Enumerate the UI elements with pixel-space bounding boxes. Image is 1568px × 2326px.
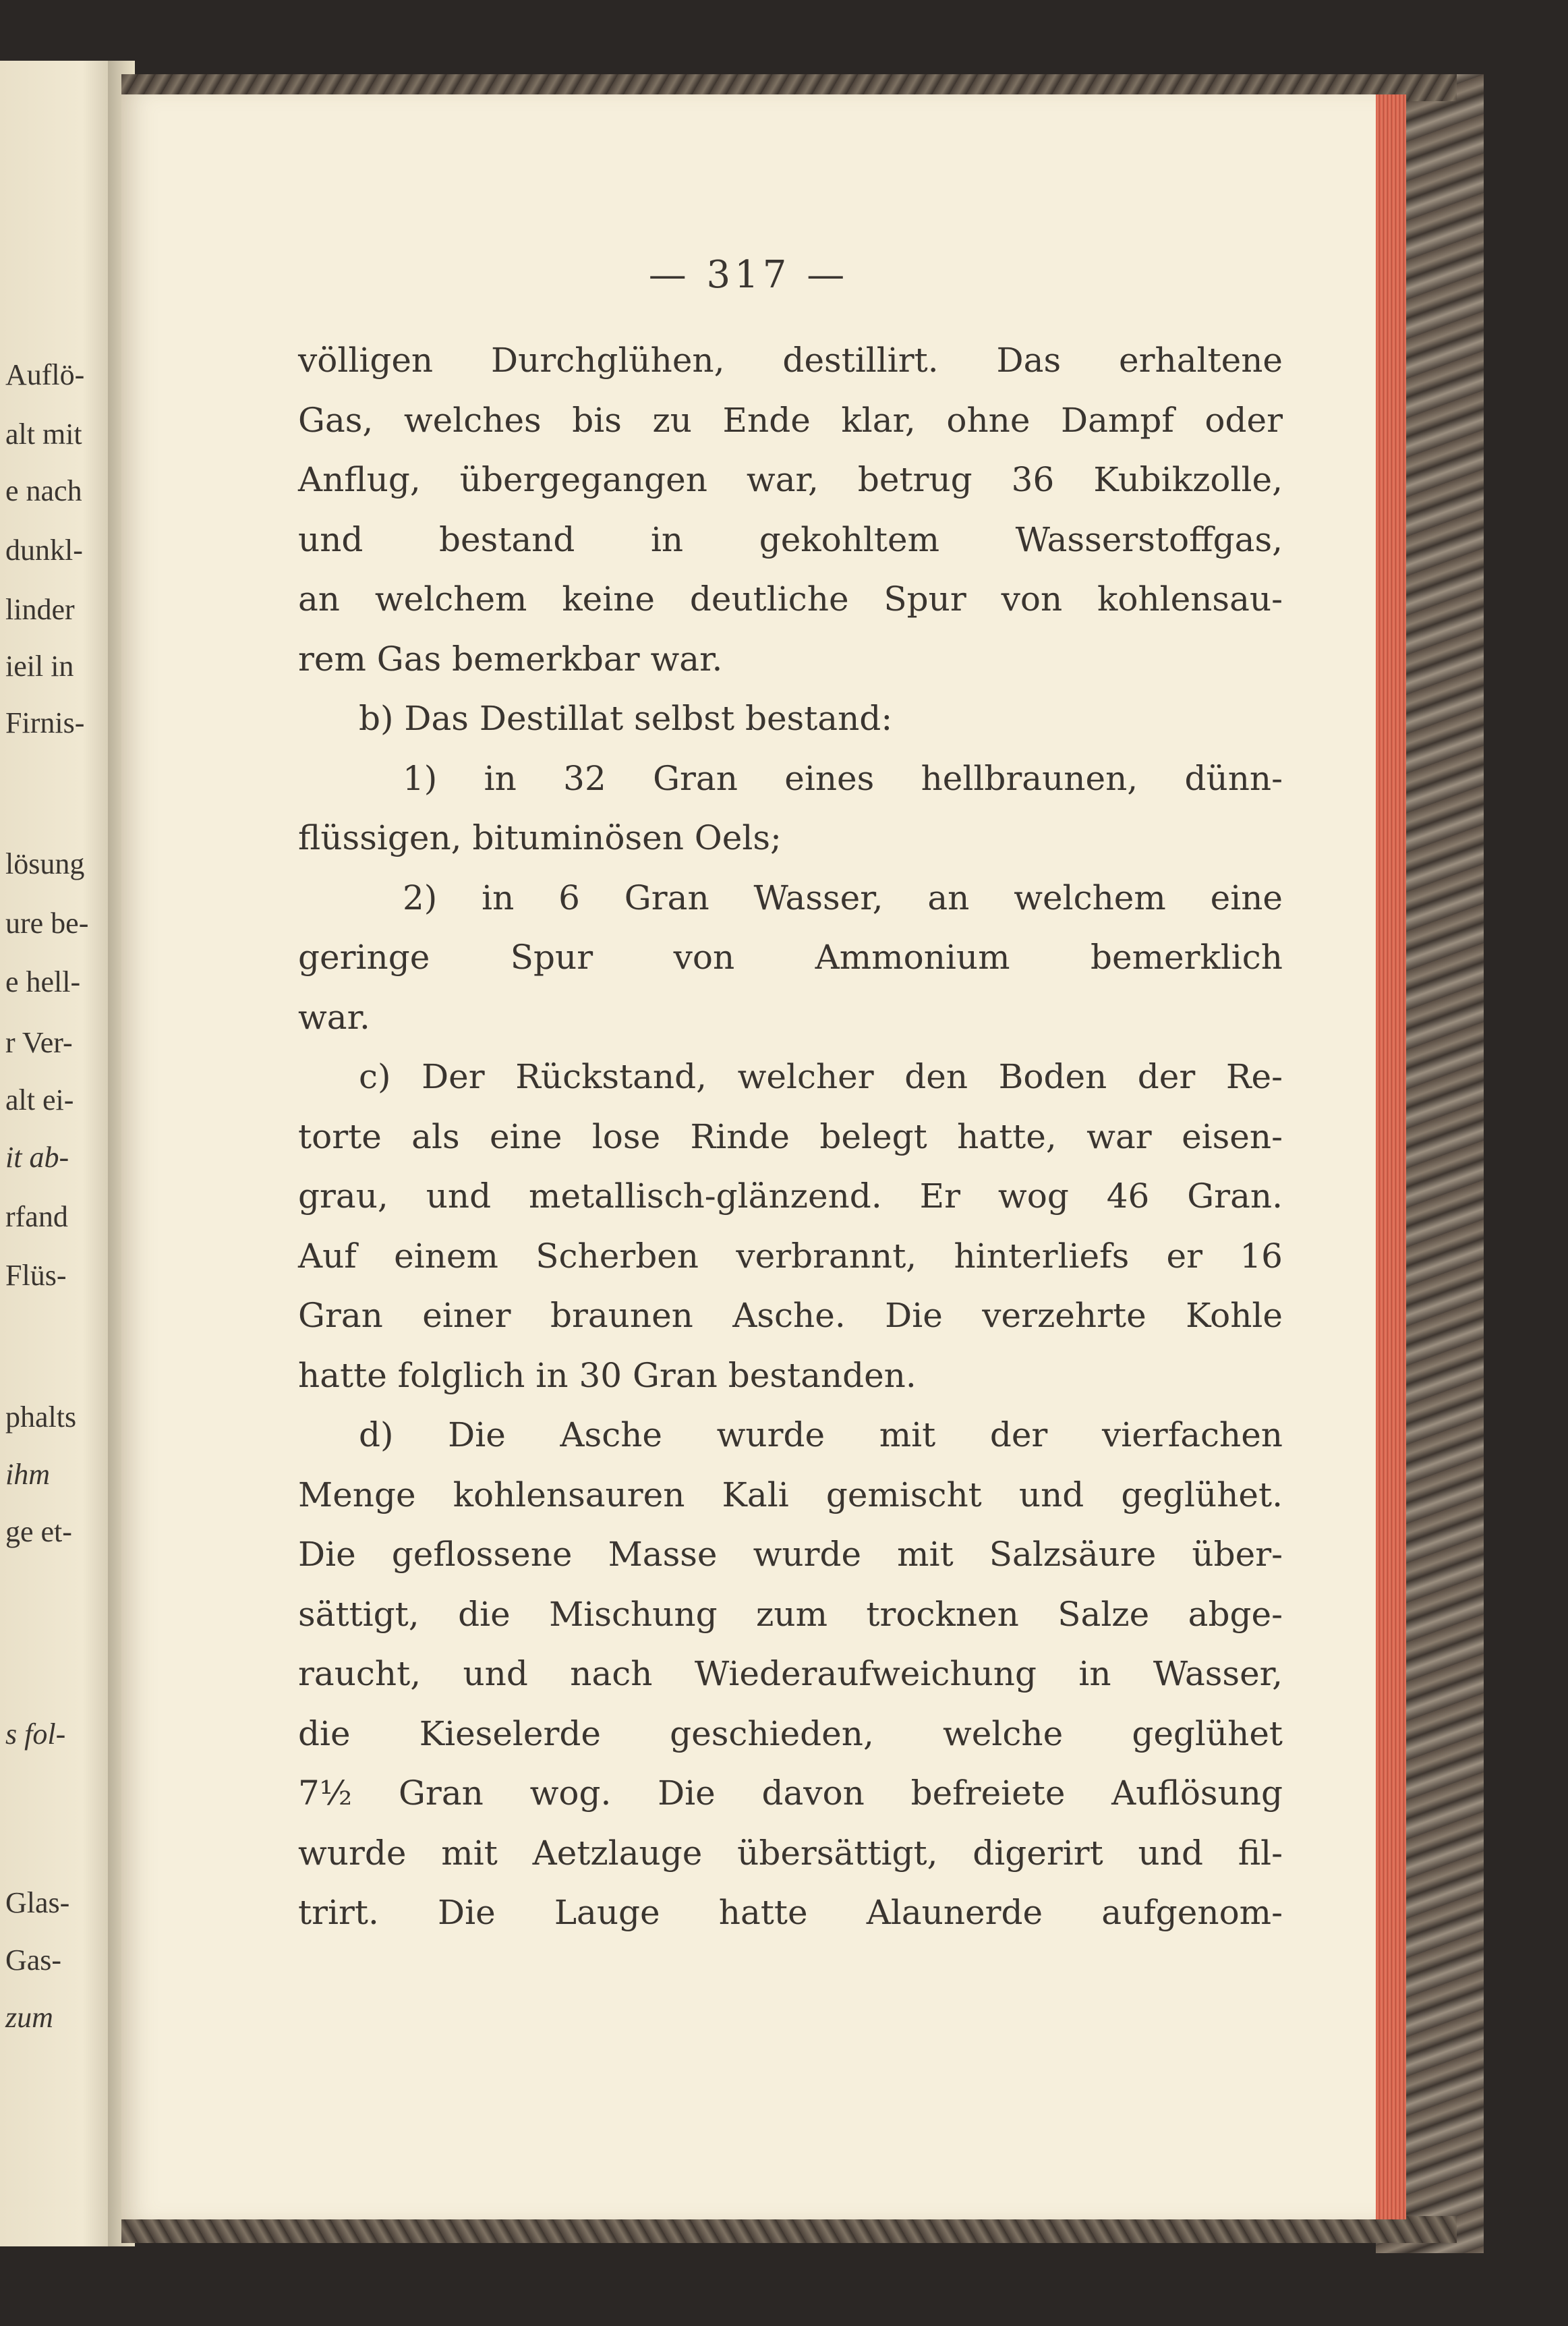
text-line: grau, und metallisch-glänzend. Er wog 46 Gran.	[298, 1176, 1283, 1216]
previous-page-fragment: r Ver-	[5, 1026, 73, 1059]
previous-page-fragment: zum	[5, 2001, 53, 2034]
book-page	[121, 94, 1376, 2219]
previous-page-fragment: ihm	[5, 1458, 50, 1491]
body-text	[298, 331, 1283, 1943]
previous-page-fragment: alt mit	[5, 418, 82, 451]
previous-page-fragment: Gas-	[5, 1944, 62, 1977]
previous-page-fragment: alt ei-	[5, 1083, 74, 1116]
page-number: — 317 —	[648, 253, 849, 297]
text-line: Menge kohlensauren Kali gemischt und geglühet.	[298, 1475, 1283, 1514]
red-page-edges	[1376, 94, 1406, 2219]
text-line: 7½ Gran wog. Die davon befreiete Auflösung	[298, 1774, 1283, 1813]
text-line: Gas, welches bis zu Ende klar, ohne Dampf oder	[298, 400, 1283, 440]
text-line: war.	[298, 997, 370, 1037]
text-line: die Kieselerde geschieden, welche geglühet	[298, 1713, 1283, 1753]
previous-page-fragment: e nach	[5, 474, 82, 507]
text-line: geringe Spur von Ammonium bemerklich	[298, 938, 1283, 977]
text-line: 1) in 32 Gran eines hellbraunen, dünn-	[403, 758, 1283, 798]
previous-page-fragment: dunkl-	[5, 534, 83, 567]
text-line: d) Die Asche wurde mit der vierfachen	[359, 1415, 1283, 1454]
text-line: 2) in 6 Gran Wasser, an welchem eine	[403, 878, 1283, 917]
text-line: Gran einer braunen Asche. Die verzehrte Kohle	[298, 1296, 1283, 1335]
text-line: wurde mit Aetzlauge übersättigt, digerirt und fil-	[298, 1833, 1283, 1873]
text-line: Die geflossene Masse wurde mit Salzsäure über-	[298, 1535, 1283, 1574]
previous-page-fragment: Flüs-	[5, 1259, 67, 1292]
text-line: und bestand in gekohltem Wasserstoffgas,	[298, 519, 1283, 559]
text-line: an welchem keine deutliche Spur von kohlensau-	[298, 579, 1283, 619]
text-line: trirt. Die Lauge hatte Alaunerde aufgenom-	[298, 1893, 1283, 1932]
previous-page-fragment: Firnis-	[5, 706, 85, 739]
previous-page-fragment: ieil in	[5, 650, 74, 683]
text-line: Anflug, übergegangen war, betrug 36 Kubikzolle,	[298, 460, 1283, 499]
text-line: raucht, und nach Wiederaufweichung in Wasser,	[298, 1654, 1283, 1693]
previous-page-fragment: s fol-	[5, 1718, 66, 1751]
text-line: flüssigen, bituminösen Oels;	[298, 818, 782, 857]
previous-page-fragment: linder	[5, 593, 75, 626]
book-bottom-edge	[121, 2216, 1457, 2243]
text-line: torte als eine lose Rinde belegt hatte, war eisen-	[298, 1116, 1283, 1156]
previous-page-fragment: it ab-	[5, 1141, 69, 1174]
previous-page-edge	[0, 61, 118, 2246]
text-line: völligen Durchglühen, destillirt. Das erhaltene	[298, 341, 1283, 380]
text-line: hatte folglich in 30 Gran bestanden.	[298, 1355, 917, 1395]
previous-page-fragment: lösung	[5, 847, 85, 880]
previous-page-fragment: ge et-	[5, 1515, 72, 1548]
text-line: sättigt, die Mischung zum trocknen Salze abge-	[298, 1594, 1283, 1634]
previous-page-fragment: rfand	[5, 1200, 68, 1233]
previous-page-fragment: e hell-	[5, 965, 81, 998]
text-line: rem Gas bemerkbar war.	[298, 639, 723, 679]
text-line: b) Das Destillat selbst bestand:	[359, 699, 893, 738]
previous-page-fragment: Glas-	[5, 1886, 70, 1919]
previous-page-fragment: phalts	[5, 1400, 77, 1434]
previous-page-fragment: ure be-	[5, 907, 89, 940]
text-line: c) Der Rückstand, welcher den Boden der Re-	[359, 1057, 1283, 1096]
text-line: Auf einem Scherben verbrannt, hinterliefs er 16	[298, 1236, 1283, 1276]
previous-page-fragment: Auflö-	[5, 358, 85, 391]
